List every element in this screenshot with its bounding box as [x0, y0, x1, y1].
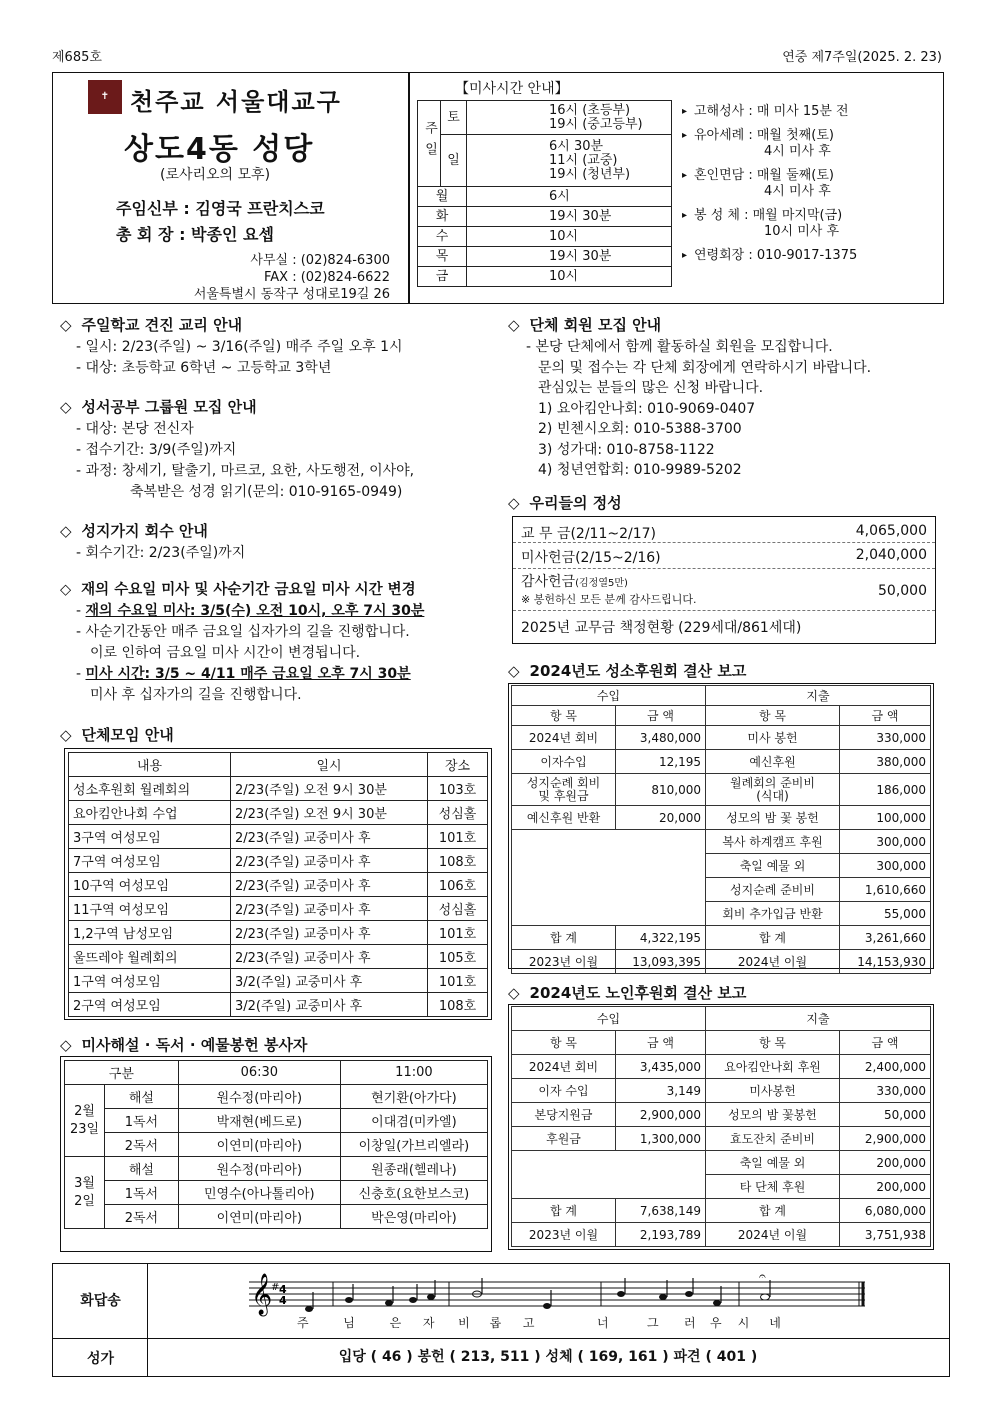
psalm-hymn-box	[52, 1263, 950, 1377]
table-row: 성지순례 회비 및 후원금 810,000 월례회의 준비비 (식대) 186,000	[512, 774, 931, 806]
diamond-icon: ◇	[508, 662, 520, 680]
table-row: 7구역 여성모임 2/23(주일) 교중미사 후 108호	[69, 849, 488, 873]
table-row: 본당지원금 2,900,000 성모의 밤 꽃봉헌 50,000	[512, 1103, 931, 1127]
notice-bible-study: ◇ 성서공부 그룹원 모집 안내 - 대상: 본당 전신자 - 접수기간: 3/9(주일)까지 - 과정: 창세기, 탈출기, 마르코, 요한, 사도행전, 이사야, 축복받은 성경 읽기(문의: 010-9165-0949)	[60, 396, 490, 503]
section-heading: ◇ 성서공부 그룹원 모집 안내	[60, 398, 257, 416]
weekday-row: 수 10시	[418, 227, 672, 247]
diamond-icon: ◇	[508, 494, 520, 512]
table-header: 항 목 금 액 항 목 금 액	[512, 706, 931, 726]
carryover-row: 2023년 이월 2,193,789 2024년 이월 3,751,938	[512, 1223, 931, 1247]
arrow-right-icon: ▸	[682, 170, 688, 181]
offerings-box	[512, 516, 936, 644]
table-header: 수입 지출	[512, 686, 931, 706]
section-heading: ◇ 단체모임 안내	[60, 726, 174, 744]
table-row: 이자수입 12,195 예신후원 380,000	[512, 750, 931, 774]
meetings-table	[68, 752, 488, 1017]
table-row: 2024년 회비 3,480,000 미사 봉헌 330,000	[512, 726, 931, 750]
svg-text:4: 4	[279, 1283, 287, 1296]
table-row: 1독서 박재현(베드로) 이대겸(미카엘)	[65, 1109, 488, 1133]
psalm-label: 화답송	[80, 1293, 121, 1309]
pastor-name: 주임신부 : 김영국 프란치스코	[116, 199, 325, 218]
table-row: 이자 수입 3,149 미사봉헌 330,000	[512, 1079, 931, 1103]
mass-times-table	[417, 100, 672, 287]
table-header: 구분 06:30 11:00	[65, 1061, 488, 1085]
weekday-row: 목 19시 30분	[418, 247, 672, 267]
table-row: 후원금 1,300,000 효도잔치 준비비 2,900,000	[512, 1127, 931, 1151]
arrow-right-icon: ▸	[682, 210, 688, 221]
table-row: 회비 추가입금 반환 55,000	[512, 902, 931, 926]
diamond-icon: ◇	[60, 398, 72, 416]
table-row: 1구역 여성모임 3/2(주일) 교중미사 후 101호	[69, 969, 488, 993]
table-row: 2구역 여성모임 3/2(주일) 교중미사 후 108호	[69, 993, 488, 1017]
table-header: 수입 지출	[512, 1007, 931, 1031]
table-row: 3월 2일 해설 원수정(마리아) 원종래(헬레나)	[65, 1157, 488, 1181]
mass-times-title: 【미사시간 안내】	[455, 81, 569, 97]
elderly-report-table	[511, 1006, 931, 1247]
section-heading: ◇ 재의 수요일 미사 및 사순기간 금요일 미사 시간 변경	[60, 582, 416, 598]
saturday-times: 16시 (초등부) 19시 (중고등부)	[467, 101, 672, 135]
president-name: 총 회 장 : 박종인 요셉	[116, 225, 274, 244]
svg-text:𝄞: 𝄞	[251, 1274, 273, 1315]
sunday-day-label: 일	[441, 135, 467, 187]
table-row: 축일 예물 외 300,000	[512, 854, 931, 878]
notice-recruit: ◇ 단체 회원 모집 안내 - 본당 단체에서 함께 활동하실 회원을 모집합니다. 문의 및 접수는 각 단체 회장에게 연락하시기 바랍니다. 관심있는 분들의 많은 신청 바랍니다. 1) 요아킴안나회: 010-9069-0407 2) 빈첸시오회: 010-5388-3700 3) 성가대: 010-8758-1122 4) 청년연합회: 010-9989-5202	[508, 314, 944, 481]
table-header: 항 목 금 액 항 목 금 액	[512, 1031, 931, 1055]
sunday-times: 6시 30분 11시 (교중) 19시 (청년부)	[467, 135, 672, 187]
liturgical-date: 연중 제7주일(2025. 2. 23)	[782, 50, 942, 65]
section-heading: ◇ 2024년도 노인후원회 결산 보고	[508, 984, 747, 1002]
diamond-icon: ◇	[508, 984, 520, 1002]
diamond-icon: ◇	[60, 1036, 72, 1054]
parish-name: 상도4동 성당	[124, 132, 315, 167]
section-heading: ◇ 주일학교 견진 교리 안내	[60, 316, 243, 334]
note-funeral: ▸ 연령회장 : 010-9017-1375	[682, 248, 858, 263]
weekday-row: 화 19시 30분	[418, 207, 672, 227]
arrow-right-icon: ▸	[682, 130, 688, 141]
table-row: 2독서 이연미(마리아) 이창일(가브리엘라)	[65, 1133, 488, 1157]
servers-table	[64, 1060, 488, 1229]
carryover-row: 2023년 이월 13,093,395 2024년 이월 14,153,930	[512, 950, 931, 974]
note-marriage: ▸ 혼인면담 : 매월 둘째(토) 4시 미사 후	[682, 168, 834, 199]
total-row: 합 계 4,322,195 합 계 3,261,660	[512, 926, 931, 950]
vocation-report-table	[511, 685, 931, 974]
table-header: 내용 일시 장소	[69, 753, 488, 777]
sacrament-notes	[682, 104, 937, 272]
diamond-icon: ◇	[508, 316, 520, 334]
arrow-right-icon: ▸	[682, 250, 688, 261]
notice-ash-wednesday: ◇ 재의 수요일 미사 및 사순기간 금요일 미사 시간 변경 - 재의 수요일 미사: 3/5(수) 오전 10시, 오후 7시 30분 - 사순기간동안 매주 금요일 십자가의 길을 진행합니다. 이로 인하여 금요일 미사 시간이 변경됩니다. - 미사 시간: 3/5 ~ 4/11 매주 금요일 오후 7시 30분 미사 후 십자가의 길을 진행합니다.	[60, 578, 494, 706]
psalm-lyrics: 주 님 은 자 비 롭 고 너 그 러 우 시 네	[297, 1316, 781, 1330]
issue-number: 제685호	[52, 50, 102, 65]
table-row: 요아킴안나회 수업 2/23(주일) 오전 9시 30분 성심홀	[69, 801, 488, 825]
address: 서울특별시 동작구 성대로19길 26	[193, 287, 390, 302]
section-heading: ◇ 2024년도 성소후원회 결산 보고	[508, 662, 747, 680]
diamond-icon: ◇	[60, 316, 72, 334]
total-row: 합 계 7,638,149 합 계 6,080,000	[512, 1199, 931, 1223]
svg-text:4: 4	[279, 1294, 287, 1307]
weekday-row: 금 10시	[418, 267, 672, 287]
weekday-row: 월 6시	[418, 187, 672, 207]
table-row: 1독서 민영수(아나톨리아) 신충호(요한보스코)	[65, 1181, 488, 1205]
table-row: 3구역 여성모임 2/23(주일) 교중미사 후 101호	[69, 825, 488, 849]
table-row: 10구역 여성모임 2/23(주일) 교중미사 후 106호	[69, 873, 488, 897]
offering-row: 교 무 금(2/11~2/17) 4,065,000	[513, 517, 935, 543]
section-heading: ◇ 단체 회원 모집 안내	[508, 316, 662, 334]
svg-text:𝄐: 𝄐	[759, 1270, 766, 1283]
table-row: 2024년 회비 3,435,000 요아킴안나회 후원 2,400,000	[512, 1055, 931, 1079]
table-row: 복사 하계캠프 후원 300,000	[512, 830, 931, 854]
note-baptism: ▸ 유아세례 : 매월 첫째(토) 4시 미사 후	[682, 128, 834, 159]
diamond-icon: ◇	[60, 582, 72, 598]
table-row: 축일 예물 외 200,000	[512, 1151, 931, 1175]
diamond-icon: ◇	[60, 522, 72, 540]
table-row: 타 단체 후원 200,000	[512, 1175, 931, 1199]
note-communion: ▸ 봉 성 체 : 매월 마지막(금) 10시 미사 후	[682, 208, 843, 239]
note-confession: ▸ 고해성사 : 매 미사 15분 전	[682, 104, 849, 119]
section-heading: ◇ 우리들의 정성	[508, 494, 622, 512]
saturday-label: 토	[441, 101, 467, 135]
table-row: 예신후원 반환 20,000 성모의 밤 꽃 봉헌 100,000	[512, 806, 931, 830]
diamond-icon: ◇	[60, 726, 72, 744]
table-row: 성소후원회 월례회의 2/23(주일) 오전 9시 30분 103호	[69, 777, 488, 801]
svg-text:#: #	[271, 1282, 280, 1293]
table-row: 11구역 여성모임 2/23(주일) 교중미사 후 성심홀	[69, 897, 488, 921]
sunday-label: 주일	[418, 101, 441, 187]
offering-row: 미사헌금(2/15~2/16) 2,040,000	[513, 543, 935, 569]
fax-number: FAX : (02)824-6622	[263, 270, 390, 285]
diocese-logo-icon: ✝	[88, 80, 122, 114]
parish-patron: (로사리오의 모후)	[160, 167, 271, 183]
header-divider	[408, 72, 410, 304]
table-row: 성지순례 준비비 1,610,660	[512, 878, 931, 902]
hymn-numbers: 입당 ( 46 ) 봉헌 ( 213, 511 ) 성체 ( 169, 161 ) 파견 ( 401 )	[338, 1349, 758, 1365]
diocese-name: 천주교 서울대교구	[130, 88, 342, 116]
table-row: 2월 23일 해설 원수정(마리아) 현기환(아가다)	[65, 1085, 488, 1109]
table-row: 1,2구역 남성모임 2/23(주일) 교중미사 후 101호	[69, 921, 488, 945]
notice-confirmation: ◇ 주일학교 견진 교리 안내 - 일시: 2/23(주일) ~ 3/16(주일) 매주 주일 오후 1시 - 대상: 초등학교 6학년 ~ 고등학교 3학년	[60, 314, 490, 379]
hymn-label: 성가	[86, 1351, 115, 1367]
arrow-right-icon: ▸	[682, 106, 688, 117]
offering-row: 감사헌금(김정열5만) ※ 봉헌하신 모든 분께 감사드립니다. 50,000	[513, 569, 935, 611]
section-heading: ◇ 미사해설 · 독서 · 예물봉헌 봉사자	[60, 1036, 308, 1054]
notice-palm: ◇ 성지가지 회수 안내 - 회수기간: 2/23(주일)까지	[60, 520, 490, 564]
contact-info	[170, 252, 390, 303]
table-row: 2독서 이연미(마리아) 박은영(마리아)	[65, 1205, 488, 1229]
office-phone: 사무실 : (02)824-6300	[250, 253, 390, 268]
table-row: 울뜨레야 월례회의 2/23(주일) 교중미사 후 105호	[69, 945, 488, 969]
section-heading: ◇ 성지가지 회수 안내	[60, 522, 208, 540]
pledge-status: 2025년 교무금 책정현황 (229세대/861세대)	[521, 620, 802, 636]
